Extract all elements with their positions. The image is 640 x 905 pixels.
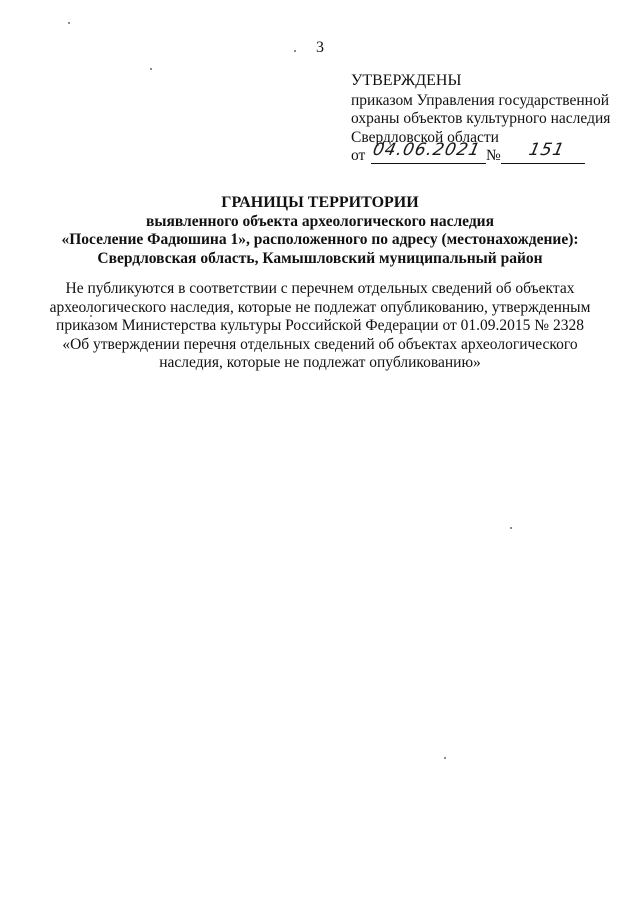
body-line: археологического наследия, которые не подлежат опубликованию, утвержденным — [49, 298, 591, 316]
handwritten-number: 151 — [526, 140, 567, 160]
scan-speck — [150, 68, 152, 70]
body-line: приказом Министерства культуры Российской Федерации от 01.09.2015 № 2328 — [56, 317, 584, 334]
page-number: 3 — [316, 39, 324, 56]
title-main: ГРАНИЦЫ ТЕРРИТОРИИ — [221, 194, 419, 211]
title-line: выявленного объекта археологического наследия — [146, 212, 494, 230]
approval-line: приказом Управления государственной — [351, 91, 610, 109]
number-label: № — [486, 147, 501, 164]
scan-speck — [90, 315, 92, 317]
title-line: «Поселение Фадюшина 1», расположенного по адресу (местонахождение): — [61, 231, 579, 248]
approval-block — [351, 72, 631, 167]
approval-line: охраны объектов культурного наследия — [351, 110, 611, 127]
body-line: Не публикуются в соответствии с перечнем отдельных сведений об объектах — [65, 280, 575, 297]
scan-speck — [510, 527, 512, 529]
scan-speck — [294, 50, 296, 52]
title-line: Свердловская область, Камышловский муниципальный район — [97, 249, 543, 267]
approval-line: Свердловской области — [351, 128, 499, 146]
date-field — [370, 140, 486, 164]
body-paragraph — [36, 280, 604, 373]
body-line: наследия, которые не подлежат опубликованию» — [159, 354, 481, 371]
body-line: «Об утверждении перечня отдельных сведений об объектах археологического — [62, 335, 578, 353]
number-field — [501, 140, 585, 164]
approval-date-number-line — [351, 140, 631, 167]
date-prefix: от — [351, 147, 366, 164]
scan-speck — [444, 757, 446, 759]
handwritten-date: 04.06.2021 — [370, 140, 483, 160]
document-title — [40, 194, 600, 268]
scan-speck — [68, 22, 70, 24]
approval-heading: УТВЕРЖДЕНЫ — [351, 72, 462, 89]
